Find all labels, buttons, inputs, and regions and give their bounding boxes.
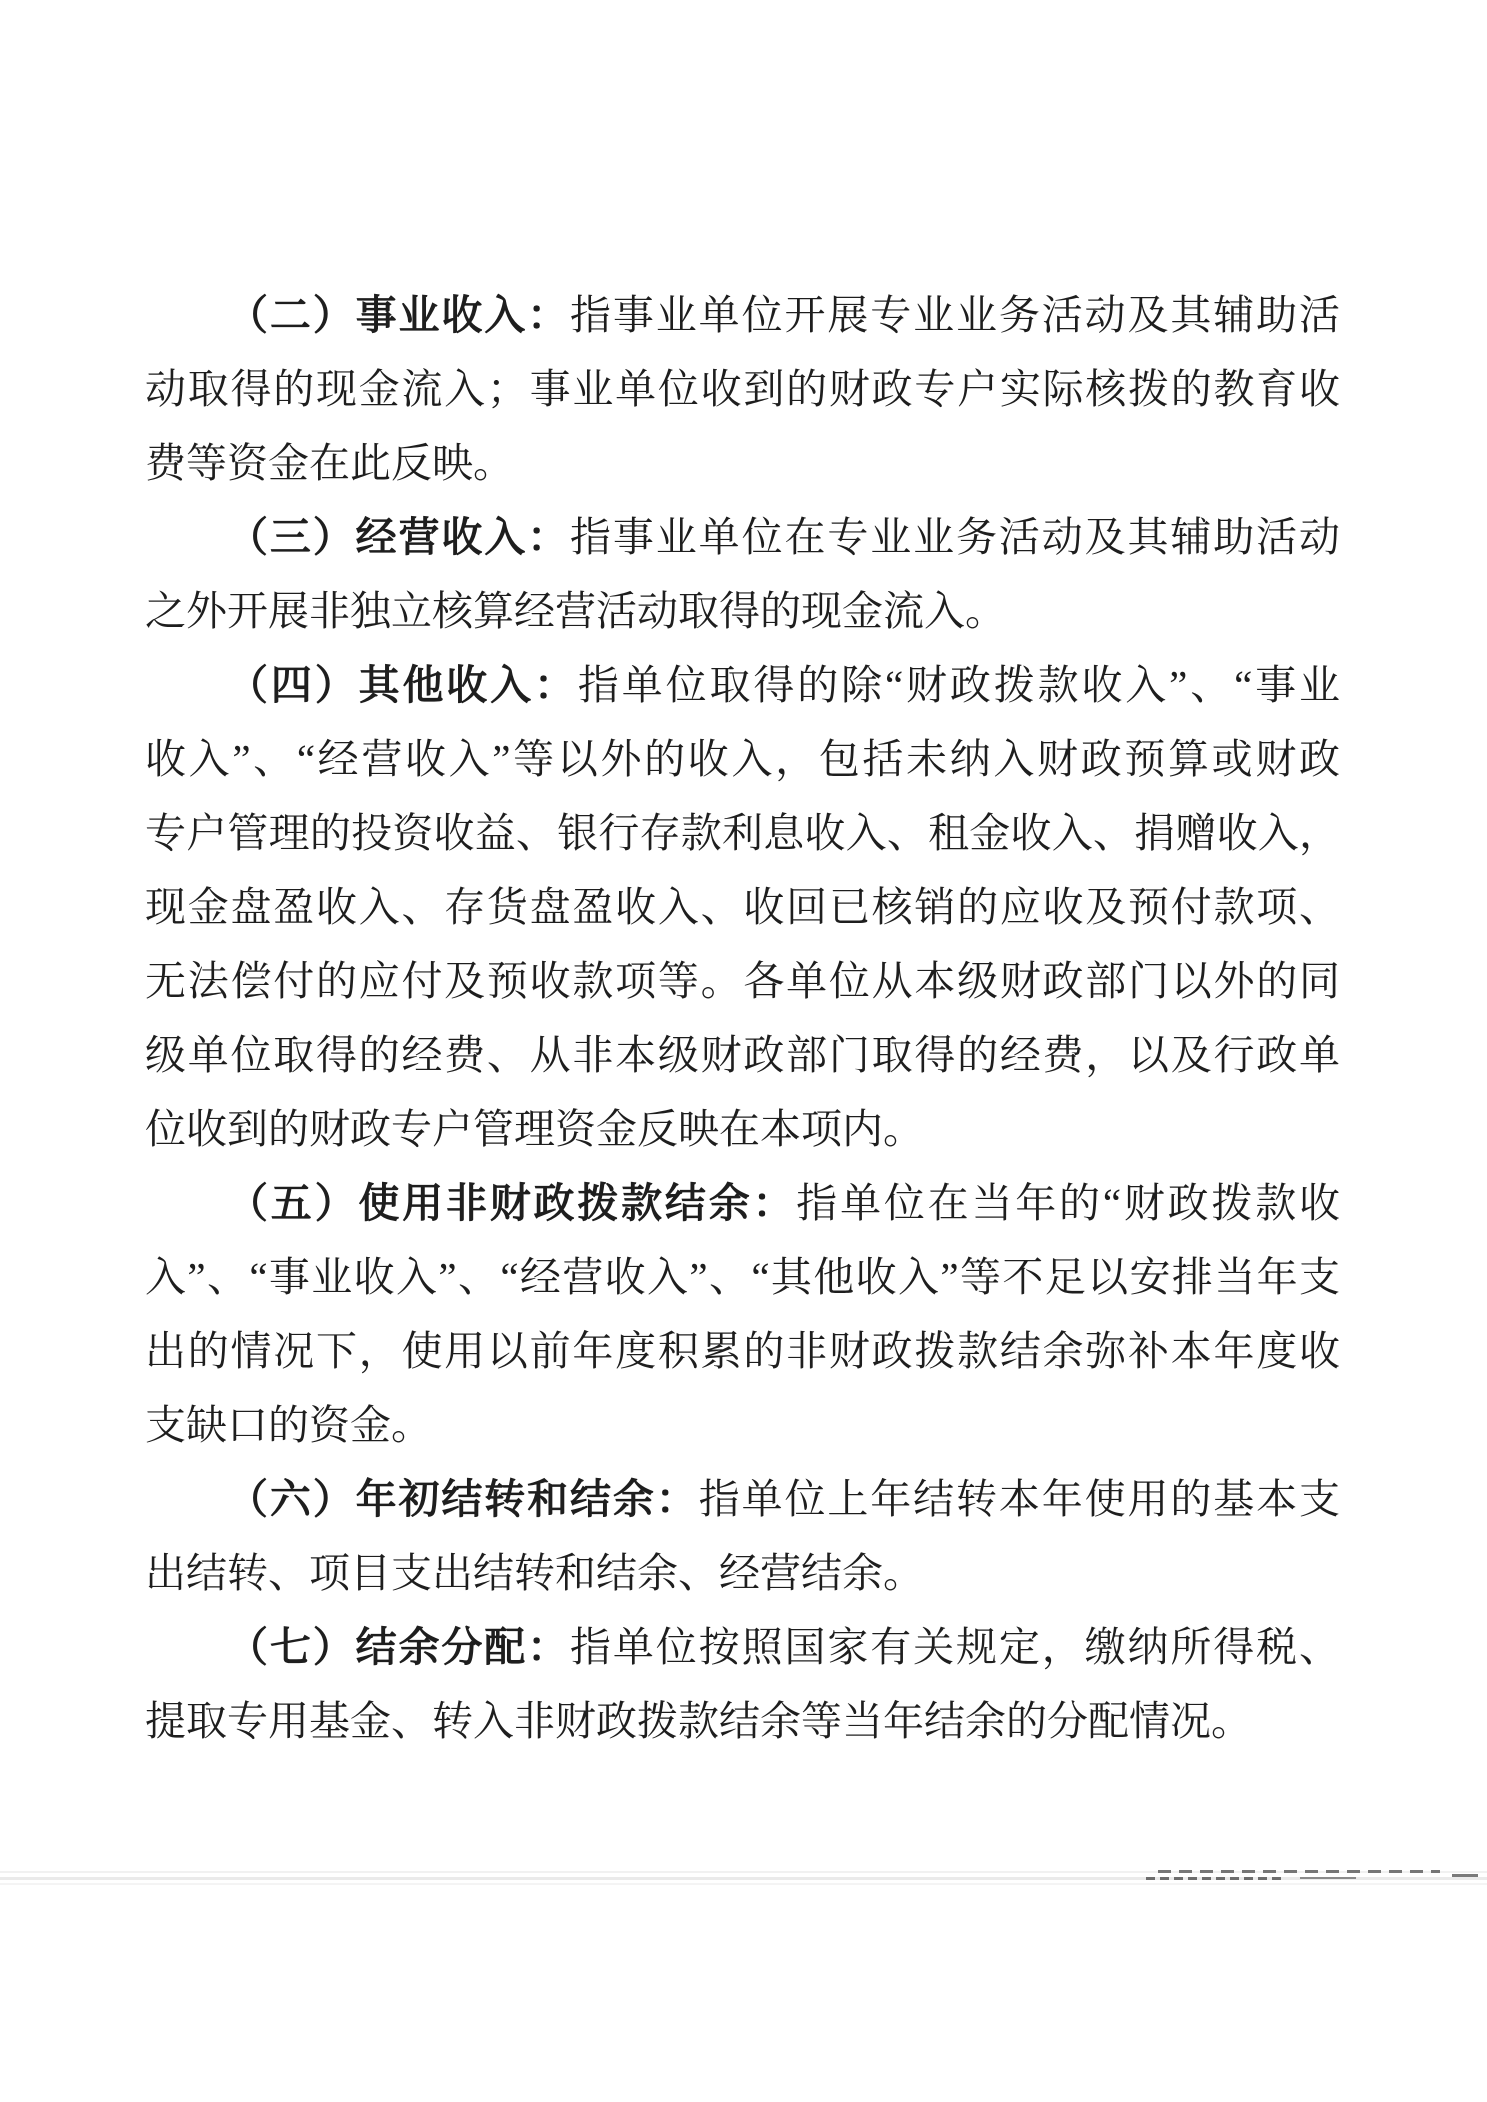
paragraph-nianchu-jiezhuan-he-jieyu xyxy=(145,1462,1340,1610)
text-line xyxy=(145,1314,1340,1388)
text-line xyxy=(145,1388,1340,1462)
line-text: 指事业单位在专业业务活动及其辅助活动 xyxy=(570,514,1340,560)
scan-artifact-band xyxy=(0,1871,1487,1873)
term-heading: （六）年初结转和结余： xyxy=(227,1476,699,1522)
line-text: 专户管理的投资收益、银行存款利息收入、租金收入、捐赠收入， xyxy=(145,810,1340,856)
line-text: 出的情况下，使用以前年度积累的非财政拨款结余弥补本年度收 xyxy=(145,1328,1340,1374)
line-text: 出结转、项目支出结转和结余、经营结余。 xyxy=(145,1550,924,1596)
term-heading: （七）结余分配： xyxy=(227,1624,571,1670)
line-text: 提取专用基金、转入非财政拨款结余等当年结余的分配情况。 xyxy=(145,1698,1252,1744)
term-heading: （四）其他收入： xyxy=(227,662,578,708)
line-text: 支缺口的资金。 xyxy=(145,1402,432,1448)
document-text-block xyxy=(145,278,1340,1758)
text-line xyxy=(145,870,1340,944)
text-line xyxy=(145,1166,1340,1240)
line-text: 之外开展非独立核算经营活动取得的现金流入。 xyxy=(145,588,1006,634)
line-text: 入”、“事业收入”、“经营收入”、“其他收入”等不足以安排当年支 xyxy=(145,1254,1340,1300)
text-line xyxy=(145,944,1340,1018)
paragraph-jingying-shouru xyxy=(145,500,1340,648)
text-line xyxy=(145,648,1340,722)
line-text: 动取得的现金流入；事业单位收到的财政专户实际核拨的教育收 xyxy=(145,366,1340,412)
text-line xyxy=(145,574,1340,648)
line-text: 位收到的财政专户管理资金反映在本项内。 xyxy=(145,1106,924,1152)
line-text: 指单位按照国家有关规定，缴纳所得税、 xyxy=(570,1624,1340,1670)
scan-artifact-dashes xyxy=(1158,1870,1440,1873)
line-text: 指单位取得的除“财政拨款收入”、“事业 xyxy=(577,662,1340,708)
line-text: 指单位上年结转本年使用的基本支 xyxy=(698,1476,1340,1522)
text-line xyxy=(145,1462,1340,1536)
line-text: 无法偿付的应付及预收款项等。各单位从本级财政部门以外的同 xyxy=(145,958,1340,1004)
line-text: 收入”、“经营收入”等以外的收入，包括未纳入财政预算或财政 xyxy=(145,736,1340,782)
line-text: 指单位在当年的“财政拨款收 xyxy=(796,1180,1340,1226)
scan-artifact-band xyxy=(0,1877,1487,1880)
text-line xyxy=(145,796,1340,870)
text-line xyxy=(145,722,1340,796)
text-line xyxy=(145,500,1340,574)
line-text: 指事业单位开展专业业务活动及其辅助活 xyxy=(570,292,1340,338)
scan-artifact-dashes xyxy=(1452,1874,1478,1877)
term-heading: （三）经营收入： xyxy=(227,514,571,560)
paragraph-jieyu-fenpei xyxy=(145,1610,1340,1758)
line-text: 级单位取得的经费、从非本级财政部门取得的经费，以及行政单 xyxy=(145,1032,1340,1078)
text-line xyxy=(145,1536,1340,1610)
text-line xyxy=(145,1018,1340,1092)
paragraph-shiye-shouru xyxy=(145,278,1340,500)
text-line xyxy=(145,1610,1340,1684)
text-line xyxy=(145,278,1340,352)
scan-artifact-dashes xyxy=(1146,1877,1286,1880)
scan-artifact-dashes xyxy=(1300,1877,1356,1879)
text-line xyxy=(145,1684,1340,1758)
term-heading: （五）使用非财政拨款结余： xyxy=(227,1180,797,1226)
line-text: 现金盘盈收入、存货盘盈收入、收回已核销的应收及预付款项、 xyxy=(145,884,1340,930)
paragraph-qita-shouru xyxy=(145,648,1340,1166)
paragraph-shiyong-feicaizheng-bokuan-jieyu xyxy=(145,1166,1340,1462)
term-heading: （二）事业收入： xyxy=(227,292,571,338)
text-line xyxy=(145,1092,1340,1166)
line-text: 费等资金在此反映。 xyxy=(145,440,514,486)
text-line xyxy=(145,352,1340,426)
scan-artifact-band xyxy=(0,1883,1487,1885)
text-line xyxy=(145,426,1340,500)
text-line xyxy=(145,1240,1340,1314)
